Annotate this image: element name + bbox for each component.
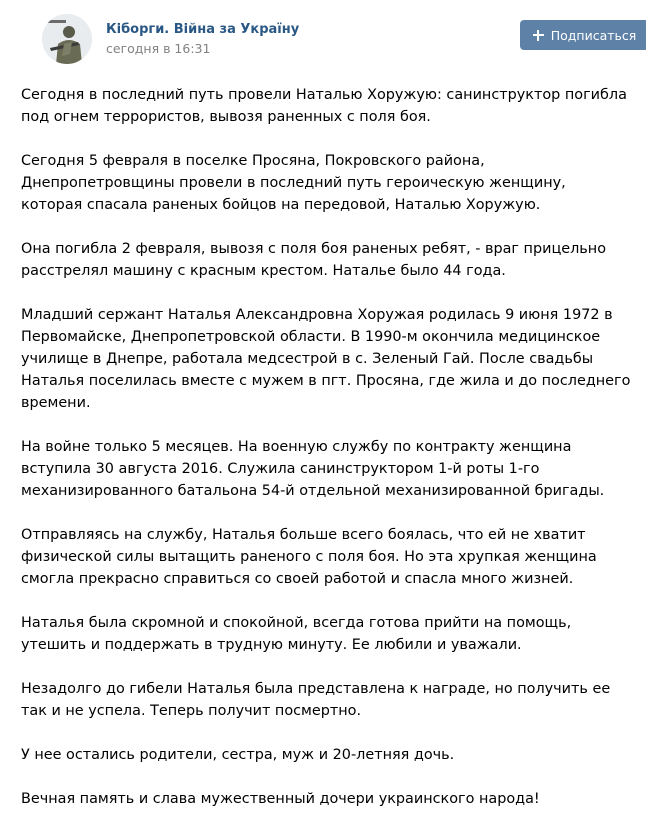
avatar[interactable] [42, 14, 92, 64]
paragraph: Наталья была скромной и спокойной, всегда готова прийти на помощь, утешить и поддержать в трудную минуту. Ее любили и уважали. [21, 615, 572, 653]
paragraph: Незадолго до гибели Наталья была представлена к награде, но получить ее так и не успела. Теперь получит посмертно. [21, 681, 611, 719]
paragraph: Сегодня 5 февраля в поселке Просяна, Покровского района, Днепропетровщины провели в последний путь героическую женщину, которая спасала раненых бойцов на передовой, Наталью Хоружую. [21, 153, 566, 213]
paragraph: На войне только 5 месяцев. На военную службу по контракту женщина вступила 30 августа 2016. Служила санинструктором 1-й роты 1-го механизированного батальона 54-й отдельной механизированной бригады. [21, 439, 605, 499]
paragraph: У нее остались родители, сестра, муж и 20-летняя дочь. [21, 747, 455, 763]
post-time[interactable]: сегодня в 16:31 [106, 41, 211, 56]
paragraph: Младший сержант Наталья Александровна Хоружая родилась 9 июня 1972 в Первомайске, Днепропетровской области. В 1990-м окончила медицинское училище в Днепре, работала медсестрой в с. Зеленый Гай. После свадьбы Наталья поселилась вместе с мужем в пгт. Просяна, где жила и до последнего времени. [21, 307, 631, 411]
subscribe-label: Подписаться [550, 27, 637, 43]
post-text [21, 84, 631, 832]
paragraph: Сегодня в последний путь провели Наталью Хоружую: санинструктор погибла под огнем террористов, вывозя раненных с поля боя. [21, 87, 627, 125]
author-name[interactable]: Кіборги. Війна за Україну [106, 22, 300, 37]
soldier-avatar-icon [42, 14, 92, 64]
paragraph: Отправляясь на службу, Наталья больше всего боялась, что ей не хватит физической силы вытащить раненого с поля боя. Но эта хрупкая женщина смогла прекрасно справиться со своей работой и спасла много жизней. [21, 527, 597, 587]
subscribe-button[interactable] [520, 20, 646, 50]
paragraph: Вечная память и слава мужественный дочери украинского народа! [21, 791, 540, 807]
paragraph: Она погибла 2 февраля, вывозя с поля боя раненых ребят, - враг прицельно расстрелял машину с красным крестом. Натальe было 44 года. [21, 241, 606, 279]
post-header [21, 0, 637, 72]
plus-icon [533, 30, 544, 41]
